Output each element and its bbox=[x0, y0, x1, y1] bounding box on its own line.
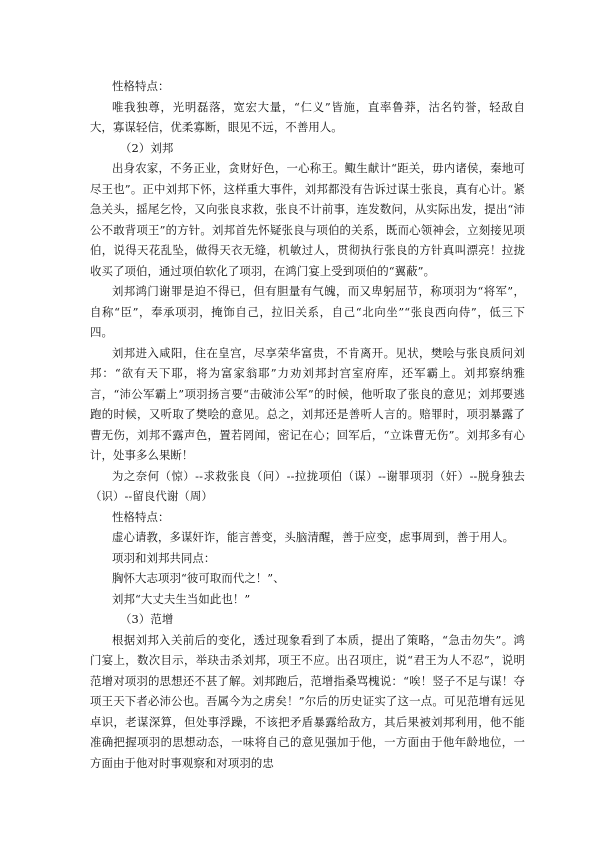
paragraph-common-label: 项羽和刘邦共同点： bbox=[112, 550, 216, 565]
paragraph-liubang-xianyang: 刘邦进入咸阳，住在皇宫，尽享荣华富贵，不肯离开。见状，樊哙与张良质问刘邦：“欲有天下耶，将为富家翁耶”力劝刘邦封宫室府库，还军霸上。刘邦察纳雅言，“沛公军霸上”项羽扬言要“击破沛公军”的时候，他听取了张良的意见；刘邦要逃跑的时候，又听取了樊哙的意见。总之，刘邦还是善听人言的。赔罪时，项羽暴露了曹无伤，刘邦不露声色，置若罔闻，密记在心；回军后，“立诛曹无伤”。刘邦多有心计，处事多么果断！ bbox=[90, 345, 525, 462]
paragraph-fanzeng: 根据刘邦入关前后的变化，透过现象看到了本质，提出了策略，“急击勿失”。鸿门宴上，数次目示，举玦击杀刘邦，项王不应。出召项庄，说“君王为人不忍”，说明范增对项羽的思想还不甚了解。刘邦跑后，范增指桑骂槐说：“唉！竖子不足与谋！夺项王天下者必沛公也。吾属今为之虏矣！”尔后的历史证实了这一点。可见范增有远见卓识，老谋深算，但处事浮躁，不该把矛盾暴露给敌方，其后果被刘邦利用，他不能准确把握项羽的思想动态，一味将自己的意见强加于他，一方面由于他年龄地位，一方面由于他对时事观察和对项羽的忠 bbox=[90, 632, 525, 770]
paragraph-liubang-traits: 虚心请教，多谋奸诈，能言善变，头脑清醒，善于应变，虑事周到，善于用人。 bbox=[112, 530, 515, 544]
paragraph-liubang-apology: 刘邦鸿门谢罪是迫不得已，但有胆量有气魄，而又卑躬屈节，称项羽为“将军”，自称“臣”，奉承项羽，掩饰自己，拉旧关系，自己“北向坐”“张良西向侍”，低三下四。 bbox=[90, 284, 525, 339]
section-heading-liubang: （2）刘邦 bbox=[120, 140, 174, 155]
paragraph-xiangyu-traits: 唯我独尊，光明磊落，宽宏大量，“仁义”皆施，直率鲁莽，沽名钓誉，轻敌自大，寡谋轻信，优柔寡断，眼见不远，不善用人。 bbox=[90, 99, 525, 134]
paragraph-traits-label: 性格特点： bbox=[112, 79, 170, 93]
paragraph-liubang-background: 出身农家，不务正业，贪财好色，一心称王。鲰生献计“距关，毋内诸侯，秦地可尽王也”。正中刘邦下怀，这样重大事件，刘邦都没有告诉过谋士张良，真有心计。紧急关头，摇尾乞怜，又向张良求救，张良不计前事，连发数问，从实际出发，提出“沛公不敢背项王”的方针。刘邦首先怀疑张良与项伯的关系，既而心领神会，立刻接见项伯，说得天花乱坠，做得天衣无缝，机敏过人，贯彻执行张良的方针真叫漂亮！拉拢收买了项伯，通过项伯软化了项羽，在鸿门宴上受到项伯的“翼蔽”。 bbox=[90, 161, 525, 278]
paragraph-common-xiangyu: 胸怀大志项羽“彼可取而代之！”、 bbox=[112, 571, 285, 585]
paragraph-common-liubang: 刘邦“大丈夫生当如此也！” bbox=[112, 591, 251, 606]
paragraph-liubang-sequence: 为之奈何（惊）--求救张良（问）--拉拢项伯（谋）--谢罪项羽（奸）--脱身独去（识）--留良代谢（周） bbox=[90, 468, 525, 503]
paragraph-traits-label-2: 性格特点： bbox=[112, 509, 170, 524]
section-heading-fanzeng: （3）范增 bbox=[120, 612, 174, 626]
document-body bbox=[90, 76, 525, 773]
